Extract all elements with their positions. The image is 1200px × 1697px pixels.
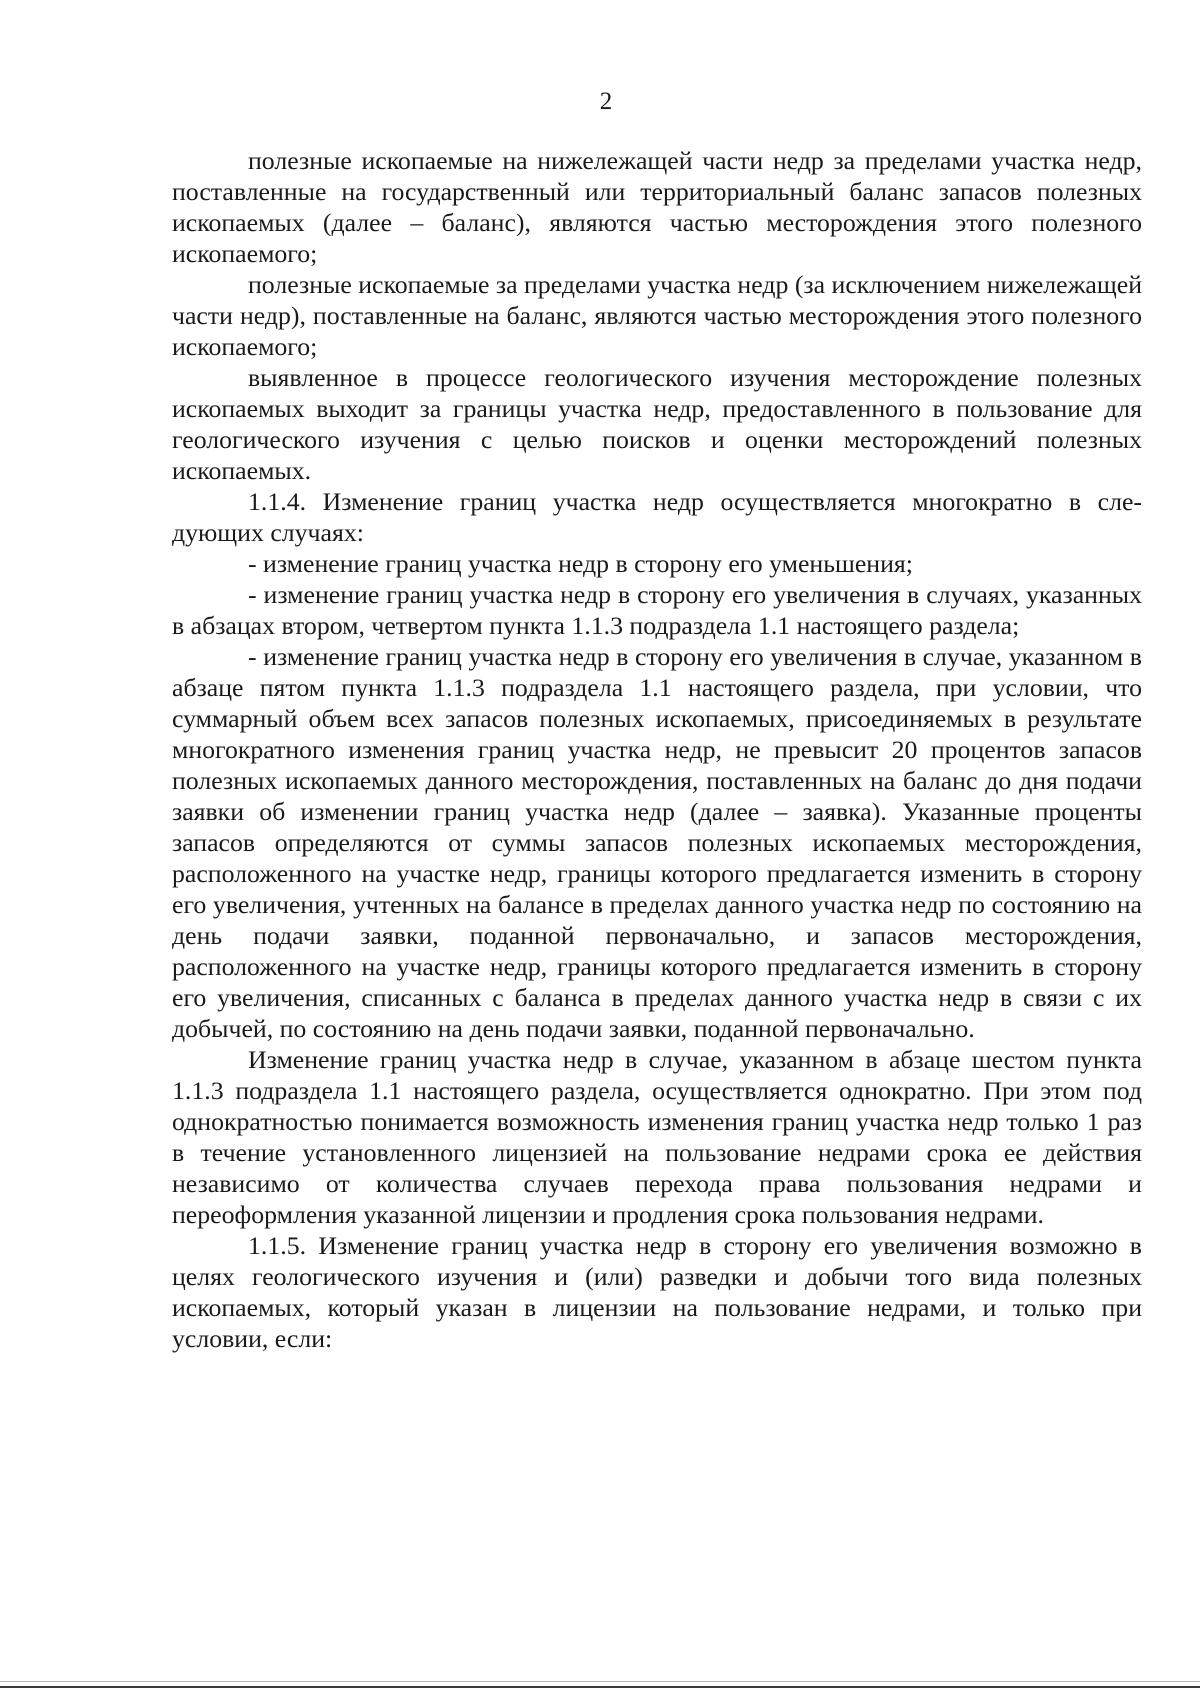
- paragraph: полезные ископаемые за пределами участка недр (за исключением нижележащей части недр), поставленные на баланс, являются частью месторождения этого полезного ископаемого;: [172, 270, 1142, 361]
- document-body: [172, 145, 1142, 1354]
- list-item: - изменение границ участка недр в сторону его увеличения в случае, указанном в абзаце пятом пункта 1.1.3 подраздела 1.1 настоящего раздела, при условии, что суммарный объем всех запасов полезных ископаемых, присоединяемых в результате многократного изменения границ участка недр, не превысит 20 процентов запасов полезных ископаемых данного месторождения, поставленных на баланс до дня подачи заявки об изменении границ участка недр (далее – заявка). Указанные проценты запасов определяются от суммы запасов полезных ископаемых месторождения, расположенного на участке недр, границы которого предлагается изменить в сторону его увеличения, учтенных на балансе в пределах данного участка недр по состоянию на день подачи заявки, поданной первоначально, и запасов месторождения, расположенного на участке недр, границы которого предлагается изменить в сторону его увеличения, списанных с баланса в пределах данного участка недр в связи с их добычей, по состоянию на день подачи заявки, поданной первоначально.: [172, 642, 1142, 1043]
- list-item: - изменение границ участка недр в сторону его уменьшения;: [248, 549, 913, 578]
- paragraph: Изменение границ участка недр в случае, указанном в абзаце шестом пункта 1.1.3 подраздела 1.1 настоящего раздела, осуществляется однократно. При этом под однократностью понимается возможность изменения границ участка недр только 1 раз в течение установленного лицензией на пользование недрами срока ее действия независимо от количества случаев перехода права пользования недрами и переоформления указанной лицензии и продления срока пользования недрами.: [172, 1045, 1142, 1229]
- paragraph: полезные ископаемые на нижележащей части недр за пределами участка недр, поставленные на государственный или территориальный баланс запасов полезных ископаемых (далее – баланс), являются частью месторождения этого полезного ископаемого;: [172, 146, 1142, 268]
- scan-bottom-border: [0, 1686, 1200, 1688]
- paragraph: 1.1.4. Изменение границ участка недр осуществляется многократно в следующих случаях:: [172, 487, 1142, 547]
- scan-edge-line: [0, 1681, 1200, 1682]
- paragraph: выявленное в процессе геологического изучения месторождение полезных ископаемых выходит за границы участка недр, предоставленного в пользование для геологического изучения с целью поисков и оценки месторождений полезных ископаемых.: [172, 363, 1142, 485]
- page-number: 2: [599, 88, 613, 115]
- list-item: - изменение границ участка недр в сторону его увеличения в случаях, указанных в абзацах втором, четвертом пункта 1.1.3 подраздела 1.1 настоящего раздела;: [172, 580, 1142, 640]
- paragraph: 1.1.5. Изменение границ участка недр в сторону его увеличения возможно в целях геологического изучения и (или) разведки и добычи того вида полезных ископаемых, который указан в лицензии на пользование недрами, и только при условии, если:: [172, 1231, 1142, 1353]
